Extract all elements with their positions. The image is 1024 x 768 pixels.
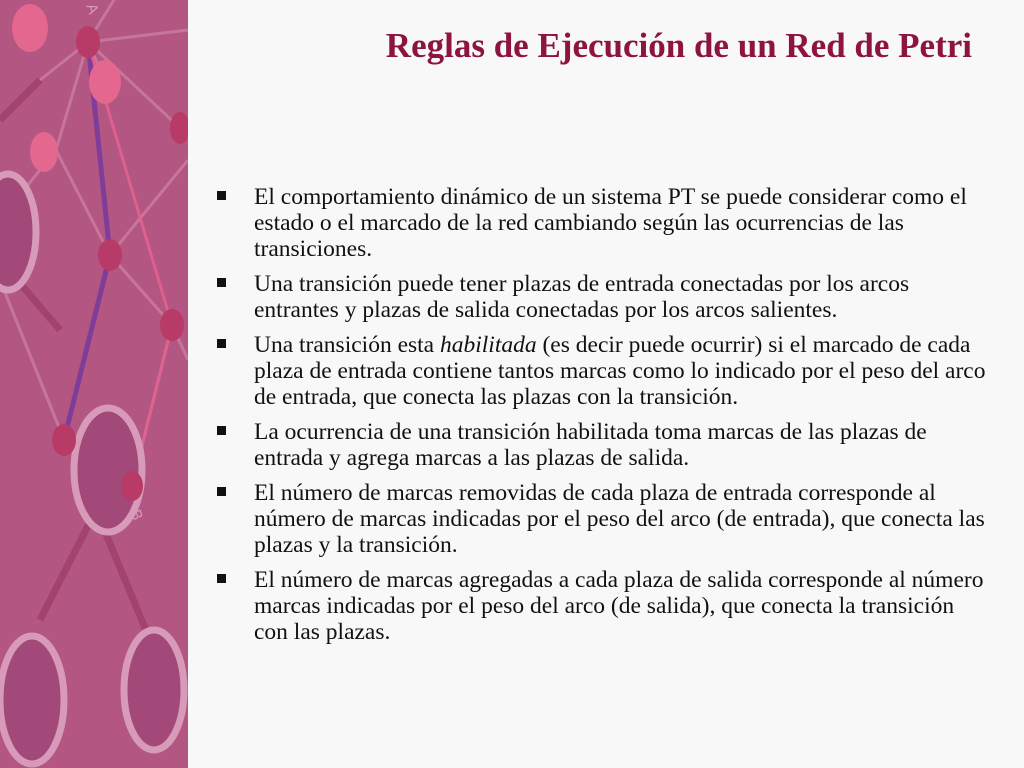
network-graph-illustration [0, 0, 188, 768]
bullet-item [214, 419, 990, 471]
letter-a: A [82, 1, 102, 17]
bullet-emphasis: habilitada [439, 332, 537, 358]
bullet-text: Una transición puede tener plazas de entrada conectadas por los arcos entrantes y plazas de salida conectadas por los arcos salientes. [254, 271, 910, 323]
bullet-text-after: (es decir puede ocurrir) si el marcado de cada plaza de entrada contiene tantos marcas como lo indicado por el peso del arco de entrada, que conecta las plazas con la transición. [254, 332, 986, 410]
square-bullet-icon [217, 278, 226, 287]
bullet-text: El comportamiento dinámico de un sistema PT se puede considerar como el estado o el marcado de la red cambiando según las ocurrencias de las transiciones. [254, 184, 967, 262]
bullet-text: La ocurrencia de una transición habilitada toma marcas de las plazas de entrada y agrega marcas a las plazas de salida. [254, 419, 927, 471]
bullet-list [214, 184, 990, 654]
letter-b: B [126, 507, 146, 523]
bullet-item [214, 480, 990, 558]
bullet-text: El número de marcas removidas de cada plaza de entrada corresponde al número de marcas indicadas por el peso del arco (de entrada), que conecta las plazas y la transición. [254, 480, 985, 558]
square-bullet-icon [217, 487, 226, 496]
square-bullet-icon [217, 426, 226, 435]
decorative-side-panel [0, 0, 188, 768]
square-bullet-icon [217, 191, 226, 200]
slide-title: Reglas de Ejecución de un Red de Petri [385, 26, 972, 65]
bullet-text: El número de marcas agregadas a cada plaza de salida corresponde al número marcas indicadas por el peso del arco (de salida), que conecta la transición con las plazas. [254, 567, 984, 645]
bullet-text-before: Una transición esta [254, 332, 440, 358]
square-bullet-icon [217, 339, 226, 348]
bullet-item [214, 567, 990, 645]
square-bullet-icon [217, 574, 226, 583]
bullet-item [214, 271, 990, 323]
bullet-item [214, 184, 990, 262]
bullet-item [214, 332, 990, 410]
